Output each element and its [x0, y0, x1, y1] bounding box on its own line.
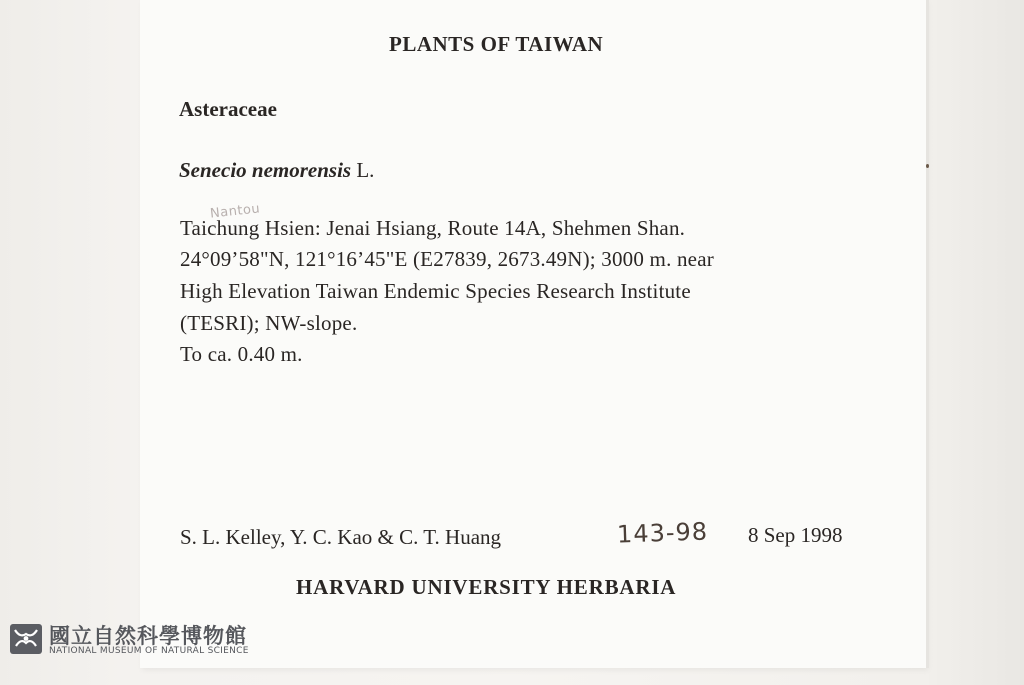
collection-date: 8 Sep 1998 — [748, 523, 843, 547]
ink-speck — [926, 164, 929, 168]
species-author: L. — [356, 158, 375, 182]
collection-number: 143-98 — [616, 517, 709, 549]
locality-line-2: 24°09’58"N, 121°16’45"E (E27839, 2673.49N); 3000 m. near — [180, 247, 714, 271]
label-footer: HARVARD UNIVERSITY HERBARIA — [296, 575, 677, 599]
locality-line-5: To ca. 0.40 m. — [180, 342, 303, 366]
species-binomial: Senecio nemorensis — [179, 158, 352, 182]
museum-logo-icon — [10, 624, 42, 654]
label-header: PLANTS OF TAIWAN — [389, 32, 604, 56]
locality-line-1: Taichung Hsien: Jenai Hsiang, Route 14A, Shehmen Shan. — [180, 216, 686, 240]
museum-name-english: NATIONAL MUSEUM OF NATURAL SCIENCE — [49, 646, 249, 656]
locality-line-3: High Elevation Taiwan Endemic Species Research Institute — [180, 279, 691, 303]
museum-name-chinese: 國立自然科學博物館 — [49, 624, 247, 648]
handwritten-annotation: Nantou — [209, 201, 261, 222]
locality-line-4: (TESRI); NW-slope. — [180, 311, 358, 335]
collectors: S. L. Kelley, Y. C. Kao & C. T. Huang — [180, 525, 502, 549]
species-name — [179, 158, 374, 183]
family-name: Asteraceae — [179, 97, 277, 121]
sheet-edge — [926, 0, 929, 668]
